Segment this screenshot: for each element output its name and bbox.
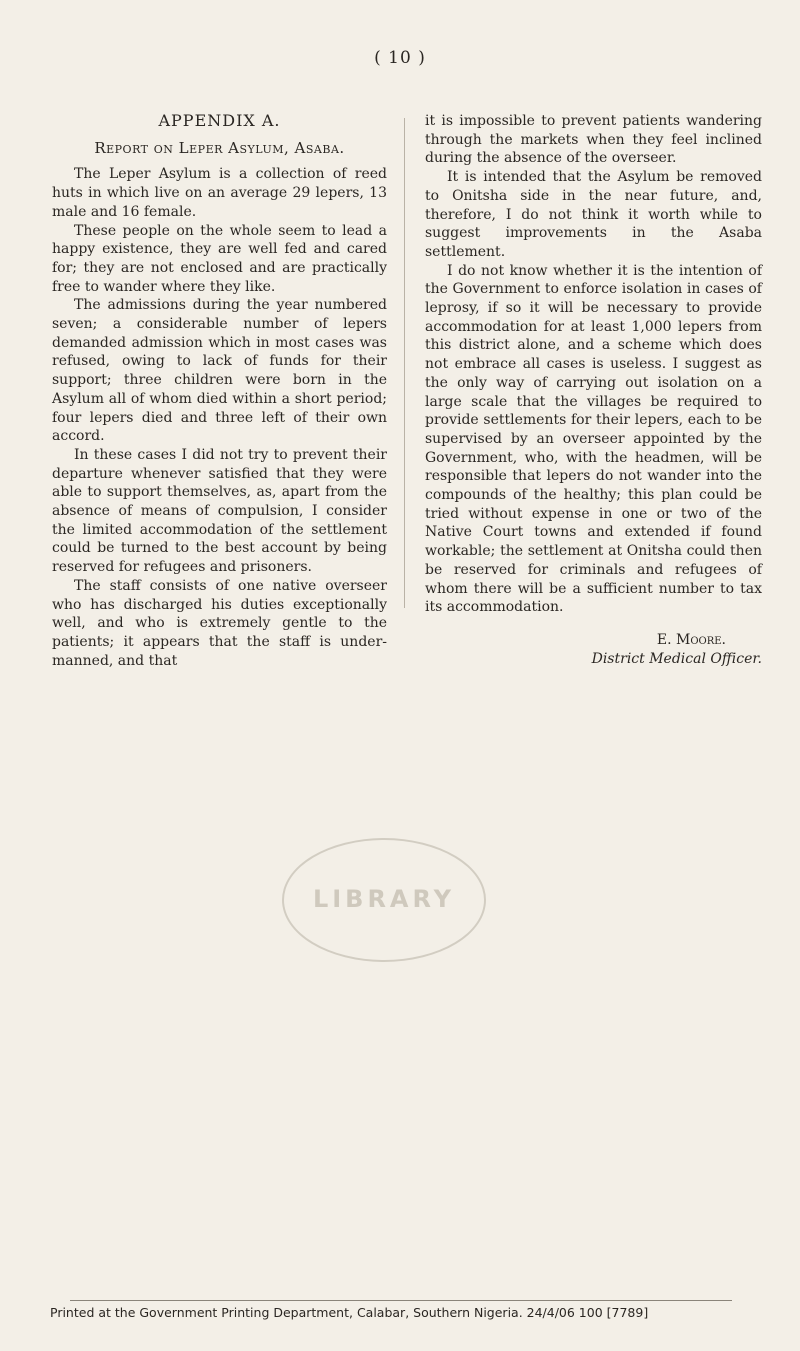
paragraph: It is intended that the Asylum be removed to Onitsha side in the near future, and, therefore, I do not think it worth while to suggest improvements in the Asaba settlement. [425, 169, 762, 260]
paragraph: it is impossible to prevent patients wandering through the markets when they feel inclined during the absence of the overseer. [425, 113, 762, 167]
signature-block [425, 631, 762, 668]
paragraph: In these cases I did not try to prevent their departure whenever satisfied that they were able to support themselves, as, apart from the absence of means of compulsion, I consider the limited accommodation of the settlement could be turned to the best account by being reserved for refugees and prisoners. [52, 446, 387, 576]
paragraph: These people on the whole seem to lead a happy existence, they are well fed and cared for; they are not enclosed and are practically free to wander where they like. [52, 222, 387, 295]
signatory-name: E. Moore. [656, 631, 726, 648]
left-column [52, 112, 387, 670]
paragraph: The admissions during the year numbered seven; a considerable number of lepers demanded admission which in most cases was refused, owing to lack of funds for their support; three children were born in the Asylum all of whom died within a short period; four lepers died and three left of their own accord. [52, 297, 387, 445]
paragraph: I do not know whether it is the intention of the Government to enforce isolation in cases of leprosy, if so it will be necessary to provide accommodation for at least 1,000 lepers from this district alone, and a scheme which does not embrace all cases is useless. I suggest as the only way of carrying out isolation on a large scale that the villages be required to provide settlements for their lepers, each to be supervised by an overseer appointed by the Government, who, with the headmen, will be responsible that lepers do not wander into the compounds of the healthy; this plan could be tried without expense in one or two of the Native Court towns and extended if found workable; the settlement at Onitsha could then be reserved for criminals and refugees of whom there will be a sufficient number to tax its accommodation. [425, 262, 762, 616]
paragraph: The staff consists of one native overseer who has discharged his duties exceptionally well, and who is extremely gentle to the patients; it appears that the staff is under-manned, and that [52, 577, 387, 669]
library-stamp-text: LIBRARY [312, 885, 456, 913]
library-stamp [282, 838, 486, 962]
signatory-title: District Medical Officer. [591, 650, 762, 667]
appendix-title: APPENDIX A. [158, 111, 281, 130]
right-column [425, 112, 762, 668]
page-number: ( 10 ) [374, 48, 426, 68]
report-title: Report on Leper Asylum, Asaba. [94, 138, 345, 157]
printer-footer: Printed at the Government Printing Department, Calabar, Southern Nigeria. 24/4/06 100 [7789] [50, 1305, 649, 1320]
paragraph: The Leper Asylum is a collection of reed huts in which live on an average 29 lepers, 13 male and 16 female. [52, 166, 387, 220]
footer-rule [70, 1300, 732, 1301]
column-divider [404, 118, 405, 608]
